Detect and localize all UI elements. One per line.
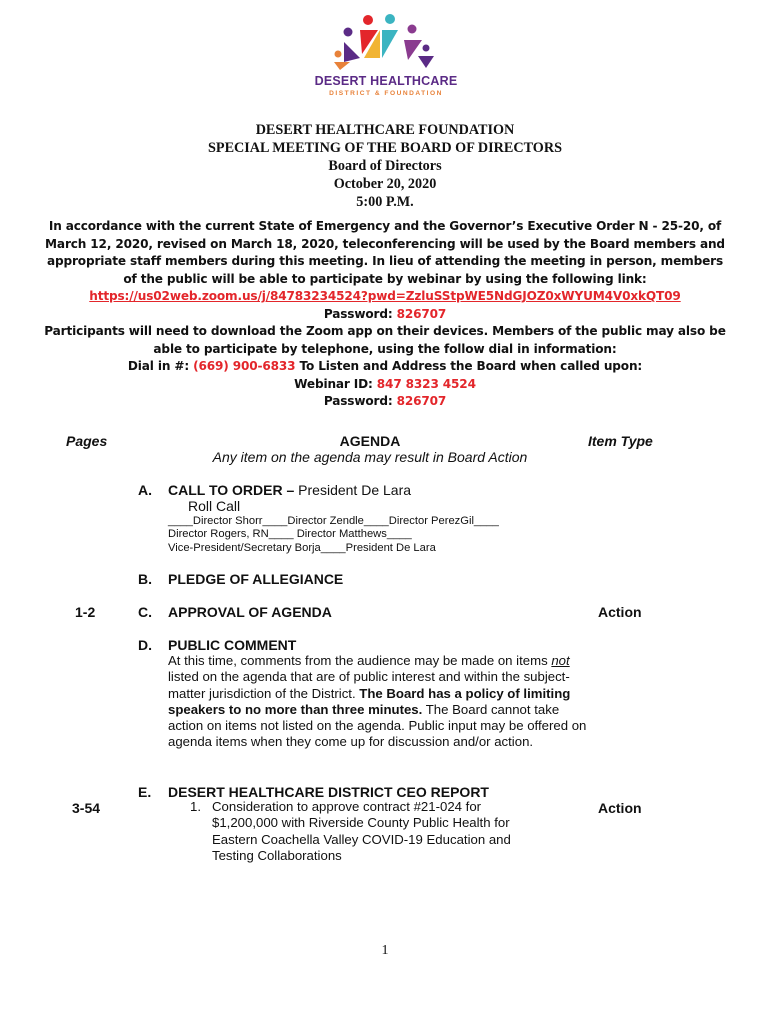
item-c-title: APPROVAL OF AGENDA bbox=[168, 604, 332, 620]
dial-in-line: Dial in #: (669) 900-6833 To Listen and Address the Board when called upon: bbox=[127, 359, 643, 373]
public-comment-text: At this time, comments from the audience may be made on items not listed on the agenda that are of public interest and within the subject-matter jurisdiction of the District. The Board has a policy of limiting speakers to no more than three minutes. The Board cannot take action on items not listed on the agenda. Public input may be offered on agenda items when they come up for discussion and/or action. bbox=[168, 653, 587, 750]
agenda-heading: AGENDA bbox=[339, 433, 401, 449]
figure-head-violet bbox=[423, 45, 430, 52]
figure-head-purple-left bbox=[344, 28, 353, 37]
agenda-note: Any item on the agenda may result in Board Action bbox=[212, 449, 528, 465]
password2-line: Password: 826707 bbox=[323, 394, 447, 408]
figure-body-violet bbox=[418, 56, 434, 68]
notice-intro: In accordance with the current State of Emergency and the Governor’s Executive Order N - 25-20, of March 12, 2020, revised on March 18, 2020, teleconferencing will be used by the Board members and appropriate staff members during this meeting. In lieu of attending the meeting in person, members of the public will be able to participate by webinar by using the following link: bbox=[45, 219, 725, 286]
pages-column-header: Pages bbox=[66, 433, 108, 449]
item-d-letter: D. bbox=[138, 637, 152, 653]
item-e-title: DESERT HEALTHCARE DISTRICT CEO REPORT bbox=[168, 784, 489, 800]
item-d-title: PUBLIC COMMENT bbox=[168, 637, 297, 653]
figures-icon bbox=[334, 14, 438, 70]
roll-call: Roll Call bbox=[188, 498, 241, 514]
meeting-title: SPECIAL MEETING OF THE BOARD OF DIRECTORS bbox=[208, 140, 562, 156]
item-e1-number: 1. bbox=[190, 799, 201, 814]
roll-call-line-3: Vice-President/Secretary Borja____President De Lara bbox=[168, 542, 436, 554]
password-line: Password: 826707 bbox=[323, 306, 447, 321]
item-e1-rest: $1,200,000 with Riverside County Public Health for Eastern Coachella Valley COVID-19 Education and Testing Collaborations bbox=[212, 815, 511, 863]
logo-subtitle: DISTRICT & FOUNDATION bbox=[329, 90, 443, 97]
page-number: 1 bbox=[381, 943, 389, 958]
figure-body-teal bbox=[382, 30, 398, 58]
teleconference-notice bbox=[40, 218, 730, 411]
figure-body-purple bbox=[344, 42, 360, 62]
item-e1 bbox=[190, 799, 550, 864]
roll-call-line-2: Director Rogers, RN____ Director Matthews____ bbox=[168, 528, 412, 540]
meeting-time: 5:00 P.M. bbox=[356, 194, 414, 210]
org-title: DESERT HEALTHCARE FOUNDATION bbox=[255, 122, 515, 138]
item-a-title: CALL TO ORDER – President De Lara bbox=[168, 482, 412, 498]
item-e-letter: E. bbox=[138, 784, 152, 800]
meeting-header bbox=[0, 121, 770, 211]
dial-in-number: (669) 900-6833 bbox=[193, 359, 296, 373]
password-value: 826707 bbox=[396, 306, 447, 321]
item-e-pages: 3-54 bbox=[72, 800, 101, 816]
item-e-type: Action bbox=[598, 800, 642, 816]
item-a-letter: A. bbox=[138, 482, 152, 498]
figure-head-purple-right bbox=[408, 25, 417, 34]
logo-name: DESERT HEALTHCARE bbox=[314, 74, 458, 88]
notice-participants: Participants will need to download the Zoom app on their devices. Members of the public may also be able to participate by telephone, using the follow dial in information: bbox=[44, 324, 726, 356]
item-c-type: Action bbox=[598, 604, 642, 620]
item-e1-line1: Consideration to approve contract #21-024 for bbox=[212, 799, 482, 814]
item-type-column-header: Item Type bbox=[588, 433, 653, 449]
item-c-pages: 1-2 bbox=[75, 604, 96, 620]
item-c-letter: C. bbox=[138, 604, 152, 620]
figure-head-orange bbox=[335, 51, 342, 58]
figure-head-red bbox=[363, 15, 373, 25]
figure-body-orange bbox=[334, 62, 350, 70]
meeting-date: October 20, 2020 bbox=[333, 176, 437, 192]
item-b-letter: B. bbox=[138, 571, 152, 587]
password2-value: 826707 bbox=[396, 394, 447, 408]
item-b-title: PLEDGE OF ALLEGIANCE bbox=[168, 571, 344, 587]
board-title: Board of Directors bbox=[328, 158, 442, 174]
webinar-id: 847 8323 4524 bbox=[376, 376, 476, 391]
figure-head-teal bbox=[385, 14, 395, 24]
webinar-id-line: Webinar ID: 847 8323 4524 bbox=[294, 376, 476, 391]
desert-healthcare-logo bbox=[312, 14, 460, 98]
roll-call-line-1: ____Director Shorr____Director Zendle____Director PerezGil____ bbox=[168, 515, 499, 527]
zoom-link[interactable]: https://us02web.zoom.us/j/84783234524?pwd=ZzluSStpWE5NdGJOZ0xWYUM4V0xkQT09 bbox=[89, 289, 681, 303]
